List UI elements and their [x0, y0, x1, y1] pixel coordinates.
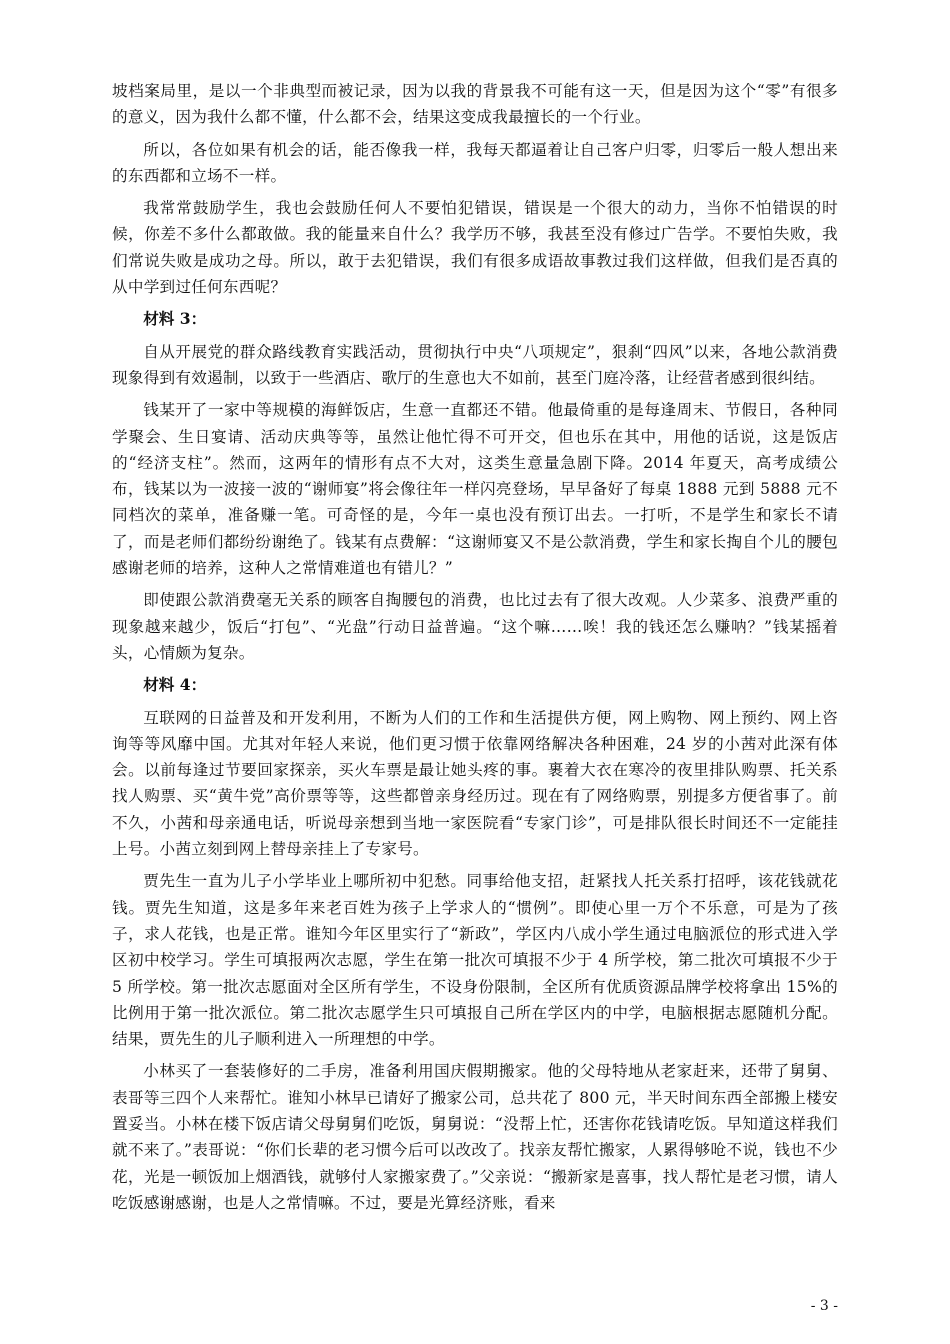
- section-heading: 材料 3：: [143, 309, 207, 329]
- page-number: - 3 -: [810, 1298, 838, 1314]
- paragraph: 所以，各位如果有机会的话，能否像我一样，我每天都逼着让自己客户归零，归零后一般人想出来的东西都和立场不一样。: [112, 140, 838, 185]
- paragraph: 小林买了一套装修好的二手房，准备利用国庆假期搬家。他的父母特地从老家赶来，还带了舅舅、表哥等三四个人来帮忙。谁知小林早已请好了搬家公司，总共花了 800 元，半天时间东西全部搬上楼安置妥当。小林在楼下饭店请父母舅舅们吃饭，舅舅说：“没帮上忙，还害你花钱请吃饭。早知道这样我们就不来了。”表哥说：“你们长辈的老习惯今后可以改改了。找亲友帮忙搬家，人累得够呛不说，钱也不少花，光是一顿饭加上烟酒钱，就够付人家搬家费了。”父亲说：“搬新家是喜事，找人帮忙是老习惯，请人吃饭感谢感谢，也是人之常情嘛。不过，要是光算经济账，看来: [112, 1062, 838, 1212]
- paragraph: 坡档案局里，是以一个非典型而被记录，因为以我的背景我不可能有这一天，但是因为这个“零”有很多的意义，因为我什么都不懂，什么都不会，结果这变成我最擅长的一个行业。: [112, 82, 838, 127]
- paragraph: 自从开展党的群众路线教育实践活动，贯彻执行中央“八项规定”，狠刹“四风”以来，各地公款消费现象得到有效遏制，以致于一些酒店、歌厅的生意也大不如前，甚至门庭冷落，让经营者感到很纠结。: [112, 342, 838, 387]
- section-heading: 材料 4：: [143, 675, 207, 695]
- paragraph: 钱某开了一家中等规模的海鲜饭店，生意一直都还不错。他最倚重的是每逢周末、节假日，各种同学聚会、生日宴请、活动庆典等等，虽然让他忙得不可开交，但也乐在其中，用他的话说，这是饭店的“经济支柱”。然而，这两年的情形有点不大对，这类生意量急剧下降。2014 年夏天，高考成绩公布，钱某以为一波接一波的“谢师宴”将会像往年一样闪亮登场，早早备好了每桌 1888 元到 5888 元不同档次的菜单，准备赚一笔。可奇怪的是，今年一桌也没有预订出去。一打听，不是学生和家长不请了，而是老师们都纷纷谢绝了。钱某有点费解：“这谢师宴又不是公款消费，学生和家长掏自个儿的腰包感谢老师的培养，这种人之常情难道也有错儿？”: [112, 401, 838, 578]
- paragraph: 互联网的日益普及和开发利用，不断为人们的工作和生活提供方便，网上购物、网上预约、网上咨询等等风靡中国。尤其对年轻人来说，他们更习惯于依靠网络解决各种困难，24 岁的小茜对此深有体会。以前每逢过节要回家探亲，买火车票是最让她头疼的事。裹着大衣在寒冷的夜里排队购票、托关系找人购票、买“黄牛党”高价票等等，这些都曾亲身经历过。现在有了网络购票，别提多方便省事了。前不久，小茜和母亲通电话，听说母亲想到当地一家医院看“专家门诊”，可是排队很长时间还不一定能挂上号。小茜立刻到网上替母亲挂上了专家号。: [112, 708, 838, 859]
- paragraph: 贾先生一直为儿子小学毕业上哪所初中犯愁。同事给他支招，赶紧找人托关系打招呼，该花钱就花钱。贾先生知道，这是多年来老百姓为孩子上学求人的“惯例”。即使心里一万个不乐意，可是为了孩子，求人花钱，也是正常。谁知今年区里实行了“新政”，学区内八成小学生通过电脑派位的形式进入学区初中校学习。学生可填报两次志愿，学生在第一批次可填报不少于 4 所学校，第二批次可填报不少于 5 所学校。第一批次志愿面对全区所有学生，不设身份限制，全区所有优质资源品牌学校将拿出 15%的比例用于第一批次派位。第二批次志愿学生只可填报自己所在学区内的中学，电脑根据志愿随机分配。结果，贾先生的儿子顺利进入一所理想的中学。: [112, 872, 838, 1049]
- paragraph: 即使跟公款消费毫无关系的顾客自掏腰包的消费，也比过去有了很大改观。人少菜多、浪费严重的现象越来越少，饭后“打包”、“光盘”行动日益普遍。“这个嘛……唉！我的钱还怎么赚呐？”钱某摇着头，心情颇为复杂。: [112, 591, 838, 662]
- document-page: [112, 78, 838, 1222]
- paragraph: 我常常鼓励学生，我也会鼓励任何人不要怕犯错误，错误是一个很大的动力，当你不怕错误的时候，你差不多什么都敢做。我的能量来自什么？我学历不够，我甚至没有修过广告学。不要怕失败，我们常说失败是成功之母。所以，敢于去犯错误，我们有很多成语故事教过我们这样做，但我们是否真的从中学到过任何东西呢？: [112, 199, 838, 297]
